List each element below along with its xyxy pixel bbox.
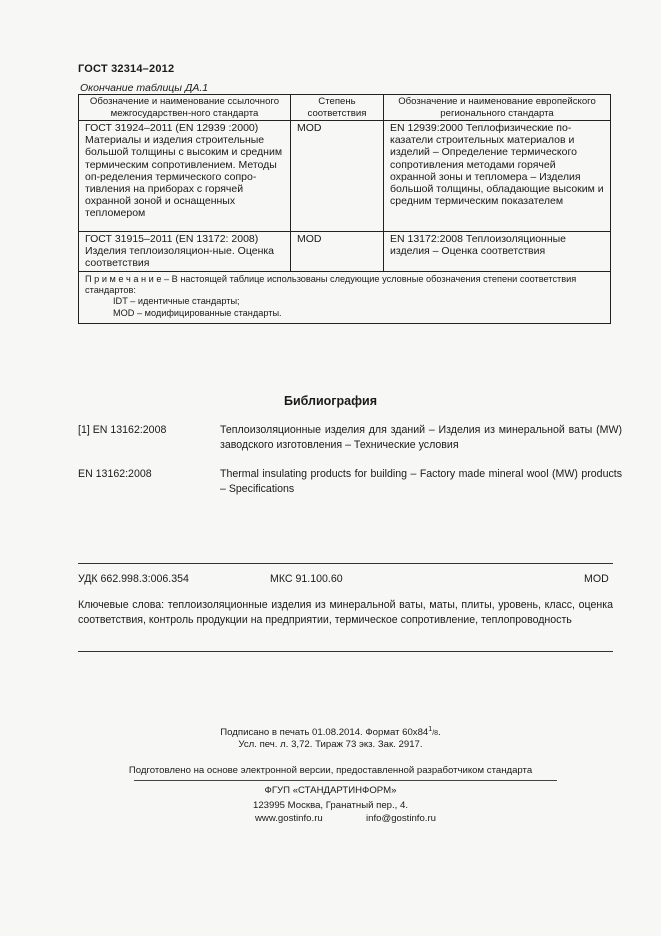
format-denominator: /8 (432, 730, 439, 738)
udk-code: УДК 662.998.3:006.354 (78, 573, 189, 585)
note-item-mod: MOD – модифицированные стандарты. (113, 307, 282, 318)
note-item-idt: IDT – идентичные стандарты; (113, 296, 240, 307)
document-header: ГОСТ 32314–2012 (78, 63, 175, 75)
column-header-reference: Обозначение и наименование ссылочного межгосударствен-ного стандарта (79, 95, 291, 121)
table-header-row (79, 95, 611, 121)
separator-line (78, 563, 613, 564)
format-suffix: . (438, 727, 441, 739)
publisher-address: 123995 Москва, Гранатный пер., 4. (253, 800, 408, 811)
bibliography-text: Теплоизоляционные изделия для зданий – Изделия из минеральной ваты (MW) заводского изготовления – Технические условия (220, 424, 622, 451)
imprint-divider (134, 780, 557, 781)
reference-standard-cell: ГОСТ 31924–2011 (EN 12939 :2000) Материалы и изделия строительные большой толщины с высоким и средним термическим сопротивлением. Методы оп-ределения термического сопро-тивления на приборах с горячей охранной зоной и оснащенных тепломером (79, 121, 291, 232)
publisher-email[interactable]: info@gostinfo.ru (366, 813, 437, 824)
mks-code: МКС 91.100.60 (270, 573, 343, 585)
note-text: П р и м е ч а н и е – В настоящей таблице использованы следующие условные обозначения степени соответствия стандартов: (85, 273, 577, 296)
european-standard-cell: EN 12939:2000 Теплофизические по-казатели строительных материалов и изделий – Определение термического сопротивления методами горячей охранной зоны и тепломера – Изделия большой толщины, обладающие высоким и средним термическим показателем (384, 121, 611, 232)
separator-line (78, 651, 613, 652)
prepared-info: Подготовлено на основе электронной версии, предоставленной разработчиком стандарта (128, 765, 533, 776)
table-note (79, 271, 611, 324)
table-caption: Окончание таблицы ДА.1 (80, 82, 209, 94)
standards-table (78, 94, 611, 324)
signed-text: Подписано в печать 01.08.2014. Формат 60x84 (220, 727, 429, 739)
column-header-degree: Степень соответствия (291, 95, 384, 121)
publisher-website[interactable]: www.gostinfo.ru (255, 813, 323, 824)
table-row (79, 121, 611, 232)
keywords: Ключевые слова: теплоизоляционные изделия из минеральной ваты, маты, плиты, уровень, класс, оценка соответствия, контроль продукции на предприятии, термическое сопротивление, теплопроводность (78, 599, 613, 626)
format-fraction: 1 (428, 726, 433, 733)
publisher-name: ФГУП «СТАНДАРТИНФОРМ» (264, 785, 397, 796)
reference-standard-cell: ГОСТ 31915–2011 (EN 13172: 2008) Изделия теплоизоляцион-ные. Оценка соответствия (79, 232, 291, 272)
table-note-row (79, 271, 611, 324)
bibliography-code: [1] EN 13162:2008 (78, 424, 167, 436)
degree-cell: MOD (291, 121, 384, 232)
european-standard-cell: EN 13172:2008 Теплоизоляционные изделия – Оценка соответствия (384, 232, 611, 272)
print-info: Усл. печ. л. 3,72. Тираж 73 экз. Зак. 2917. (238, 739, 423, 750)
bibliography-code: EN 13162:2008 (78, 468, 152, 480)
bibliography-text: Thermal insulating products for building – Factory made mineral wool (MW) products – Specifications (220, 468, 622, 495)
bibliography-title: Библиография (283, 394, 378, 408)
table-row (79, 232, 611, 272)
column-header-european: Обозначение и наименование европейского регионального стандарта (384, 95, 611, 121)
signed-info (0, 726, 661, 738)
degree-cell: MOD (291, 232, 384, 272)
degree-code: MOD (584, 573, 609, 585)
